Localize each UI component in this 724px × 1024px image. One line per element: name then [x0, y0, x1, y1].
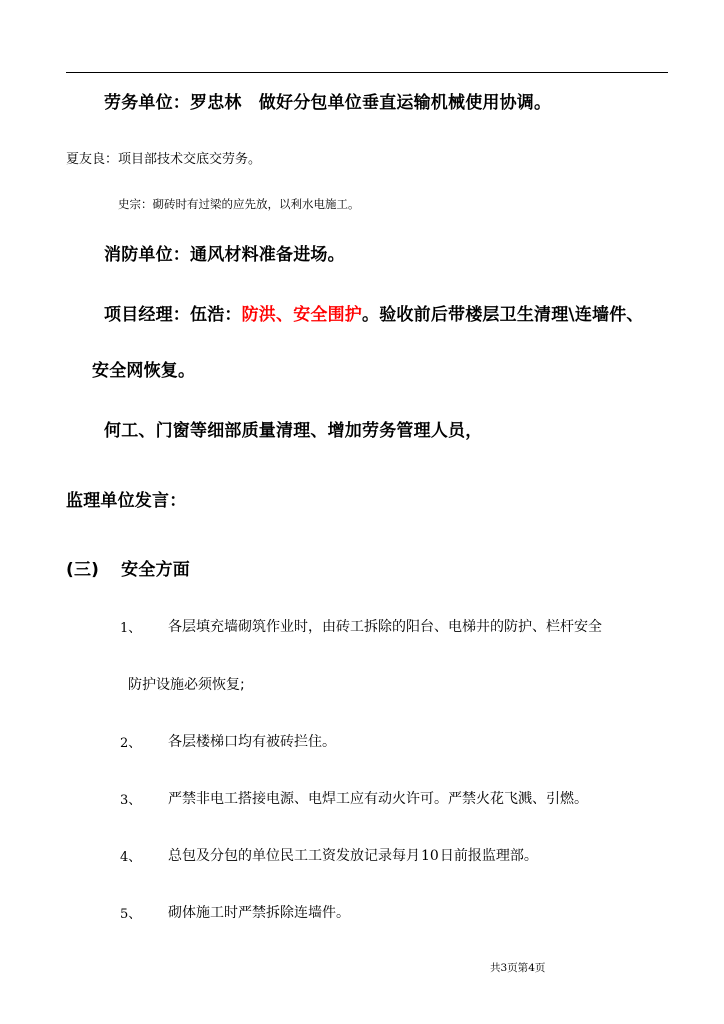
safety-item-text	[168, 845, 538, 865]
labor-unit-paragraph: 劳务单位：罗忠林 做好分包单位垂直运输机械使用协调。	[104, 93, 552, 113]
safety-item-text: 各层楼梯口均有被砖拦住。	[168, 734, 336, 750]
section-number: (三)	[66, 560, 100, 580]
section-title: 安全方面	[121, 560, 190, 580]
safety-item-number: 4、	[120, 850, 142, 865]
footer-current-page: 4	[528, 962, 535, 974]
pm-details-paragraph: 何工、门窗等细部质量清理、增加劳务管理人员，	[104, 421, 483, 441]
pm-suffix: 。验收前后带楼层卫生清理\连墙件、	[362, 305, 644, 325]
safety-item-number: 1、	[120, 621, 142, 636]
footer-total-pages: 3	[500, 962, 508, 974]
footer-middle: 页第	[507, 962, 529, 974]
pm-continued-paragraph: 安全网恢复。	[92, 361, 196, 381]
safety-item-number: 3、	[120, 793, 142, 808]
page-footer	[490, 960, 545, 975]
fire-unit-paragraph: 消防单位：通风材料准备进场。	[104, 245, 345, 265]
header-rule	[66, 72, 668, 73]
safety-item-text: 各层填充墙砌筑作业时，由砖工拆除的阳台、电梯井的防护、栏杆安全	[168, 619, 602, 635]
pm-prefix: 项目经理：伍浩：	[104, 305, 242, 325]
pm-highlight: 防洪、安全围护	[241, 305, 363, 325]
safety-item-continuation: 防护设施必须恢复;	[128, 677, 245, 693]
section-heading	[66, 555, 190, 580]
project-manager-paragraph	[104, 300, 644, 325]
footer-prefix: 共	[490, 962, 501, 974]
supervision-heading: 监理单位发言：	[66, 491, 187, 511]
shi-zong-paragraph: 史宗：砌砖时有过梁的应先放，以利水电施工。	[118, 197, 360, 211]
xia-youliang-paragraph: 夏友良：项目部技术交底交劳务。	[66, 152, 262, 167]
item-text-part: 总包及分包的单位民工工资发放记录每月	[168, 848, 420, 864]
footer-suffix: 页	[534, 962, 546, 974]
safety-item-number: 5、	[120, 907, 142, 922]
item-day-number: 10	[421, 848, 439, 864]
item-text-part: 日前报监理部。	[439, 848, 538, 864]
safety-item-text: 砌体施工时严禁拆除连墙件。	[168, 905, 350, 921]
safety-item-number: 2、	[120, 736, 142, 751]
safety-item-text: 严禁非电工搭接电源、电焊工应有动火许可。严禁火花飞溅、引燃。	[168, 791, 588, 807]
